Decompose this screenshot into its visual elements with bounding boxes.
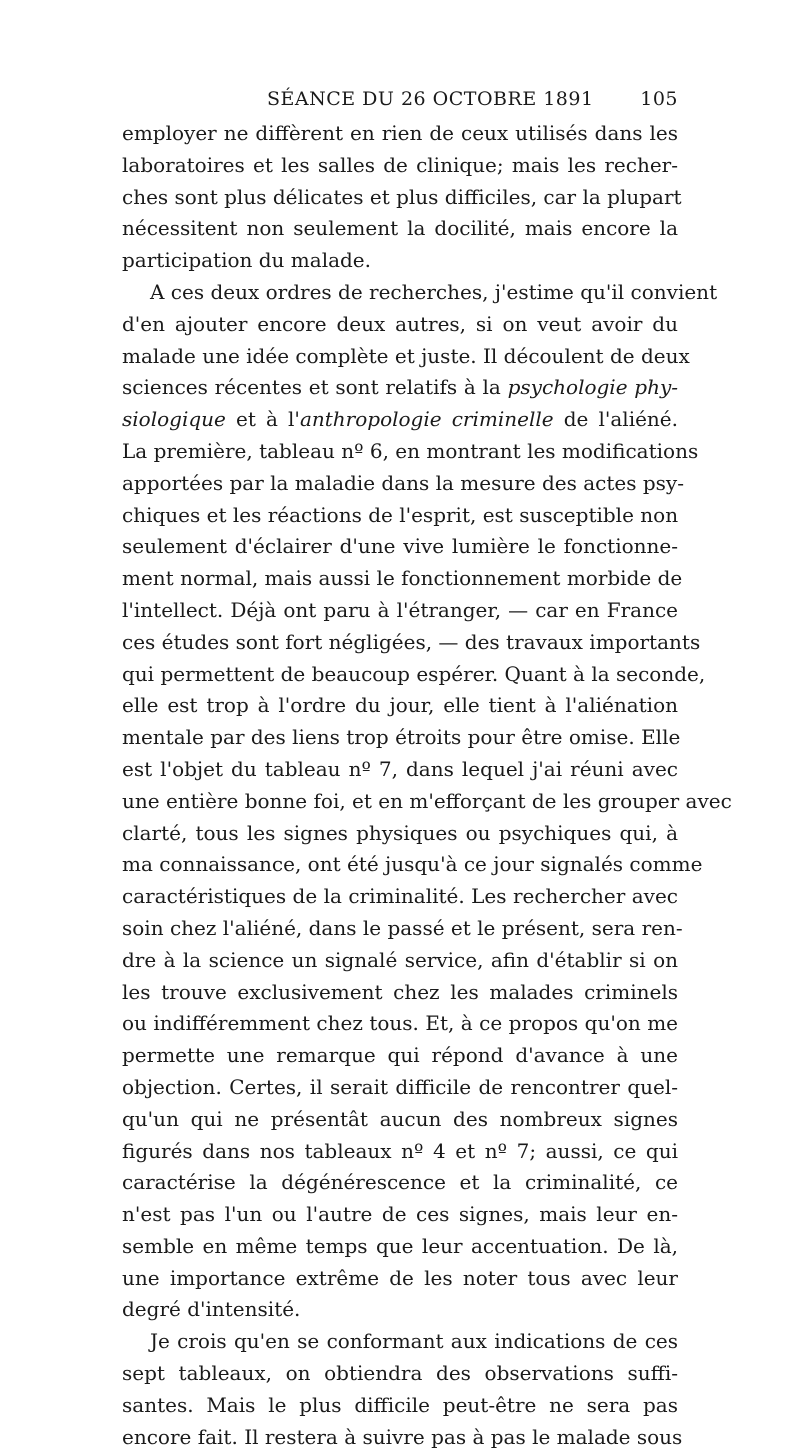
text-line: malade une idée complète et juste. Il découlent de deux (122, 343, 690, 368)
text-line: La première, tableau nº 6, en montrant les modifications (122, 438, 699, 463)
text-line: une importance extrême de les noter tous avec leur (122, 1265, 678, 1290)
text-line: qui permettent de beaucoup espérer. Quant à la seconde, (122, 661, 706, 686)
text-line: n'est pas l'un ou l'autre de ces signes, mais leur en- (122, 1202, 678, 1227)
text-line: nécessitent non seulement la docilité, mais encore la (122, 216, 678, 241)
text-line: encore fait. Il restera à suivre pas à pas le malade sous (122, 1424, 683, 1449)
text-line: ment normal, mais aussi le fonctionnement morbide de (122, 566, 683, 591)
text-line: les trouve exclusivement chez les malades criminels (122, 979, 678, 1004)
text-line: figurés dans nos tableaux nº 4 et nº 7; aussi, ce qui (122, 1138, 678, 1163)
page-number: 105 (640, 88, 678, 110)
text-line: ces études sont fort négligées, — des travaux importants (122, 629, 701, 654)
text-line: une entière bonne foi, et en m'efforçant de les grouper avec (122, 788, 732, 813)
text-line: santes. Mais le plus difficile peut-être ne sera pas (122, 1392, 678, 1417)
text-line: seulement d'éclairer d'une vive lumière le fonctionne- (122, 534, 678, 559)
text-line: objection. Certes, il serait difficile de rencontrer quel- (122, 1074, 678, 1099)
text-line: ou indifféremment chez tous. Et, à ce propos qu'on me (122, 1011, 678, 1036)
text-line: caractérise la dégénérescence et la criminalité, ce (122, 1170, 678, 1195)
text-line: semble en même temps que leur accentuation. De là, (122, 1233, 678, 1258)
text-line: permette une remarque qui répond d'avance à une (122, 1043, 678, 1068)
paragraph-first-line: A ces deux ordres de recherches, j'estime qu'il convient (150, 279, 718, 304)
text-line: sept tableaux, on obtiendra des observations suffi- (122, 1361, 678, 1386)
italic-term: psychologie phy- (507, 375, 679, 400)
text-line: ches sont plus délicates et plus difficiles, car la plupart (122, 184, 682, 209)
text-line: d'en ajouter encore deux autres, si on veut avoir du (122, 311, 678, 336)
paragraph-first-line: Je crois qu'en se conformant aux indications de ces (150, 1329, 678, 1354)
document-page (122, 88, 732, 1453)
italic-term: siologique (122, 407, 226, 432)
text-line: clarté, tous les signes physiques ou psychiques qui, à (122, 820, 678, 845)
text-line-with-italic (122, 372, 678, 404)
text-line: participation du malade. (122, 248, 372, 273)
running-head (122, 88, 678, 118)
italic-term: anthropologie criminelle (299, 407, 554, 432)
text-line: soin chez l'aliéné, dans le passé et le présent, sera ren- (122, 915, 683, 940)
text-line: laboratoires et les salles de clinique; mais les recher- (122, 152, 678, 177)
text-line: dre à la science un signalé service, afin d'établir si on (122, 947, 678, 972)
text-line: elle est trop à l'ordre du jour, elle tient à l'aliénation (122, 693, 678, 718)
text-line: qu'un qui ne présentât aucun des nombreux signes (122, 1106, 678, 1131)
text-line: est l'objet du tableau nº 7, dans lequel j'ai réuni avec (122, 756, 678, 781)
text-line: mentale par des liens trop étroits pour être omise. Elle (122, 725, 681, 750)
text-line-with-italic (122, 404, 678, 436)
text-span: et à l' (225, 407, 300, 432)
text-span: de l'aliéné. (553, 407, 678, 432)
text-line: l'intellect. Déjà ont paru à l'étranger, — car en France (122, 597, 678, 622)
text-span: sciences récentes et sont relatifs à la (122, 375, 501, 400)
text-line: caractéristiques de la criminalité. Les rechercher avec (122, 884, 678, 909)
running-title: SÉANCE DU 26 OCTOBRE 1891 (267, 88, 594, 110)
text-line: employer ne diffèrent en rien de ceux utilisés dans les (122, 121, 678, 145)
text-line: degré d'intensité. (122, 1297, 301, 1322)
text-line: chiques et les réactions de l'esprit, est susceptible non (122, 502, 679, 527)
text-line: apportées par la maladie dans la mesure des actes psy- (122, 470, 684, 495)
body-text (122, 118, 732, 1453)
text-line: ma connaissance, ont été jusqu'à ce jour signalés comme (122, 852, 703, 877)
